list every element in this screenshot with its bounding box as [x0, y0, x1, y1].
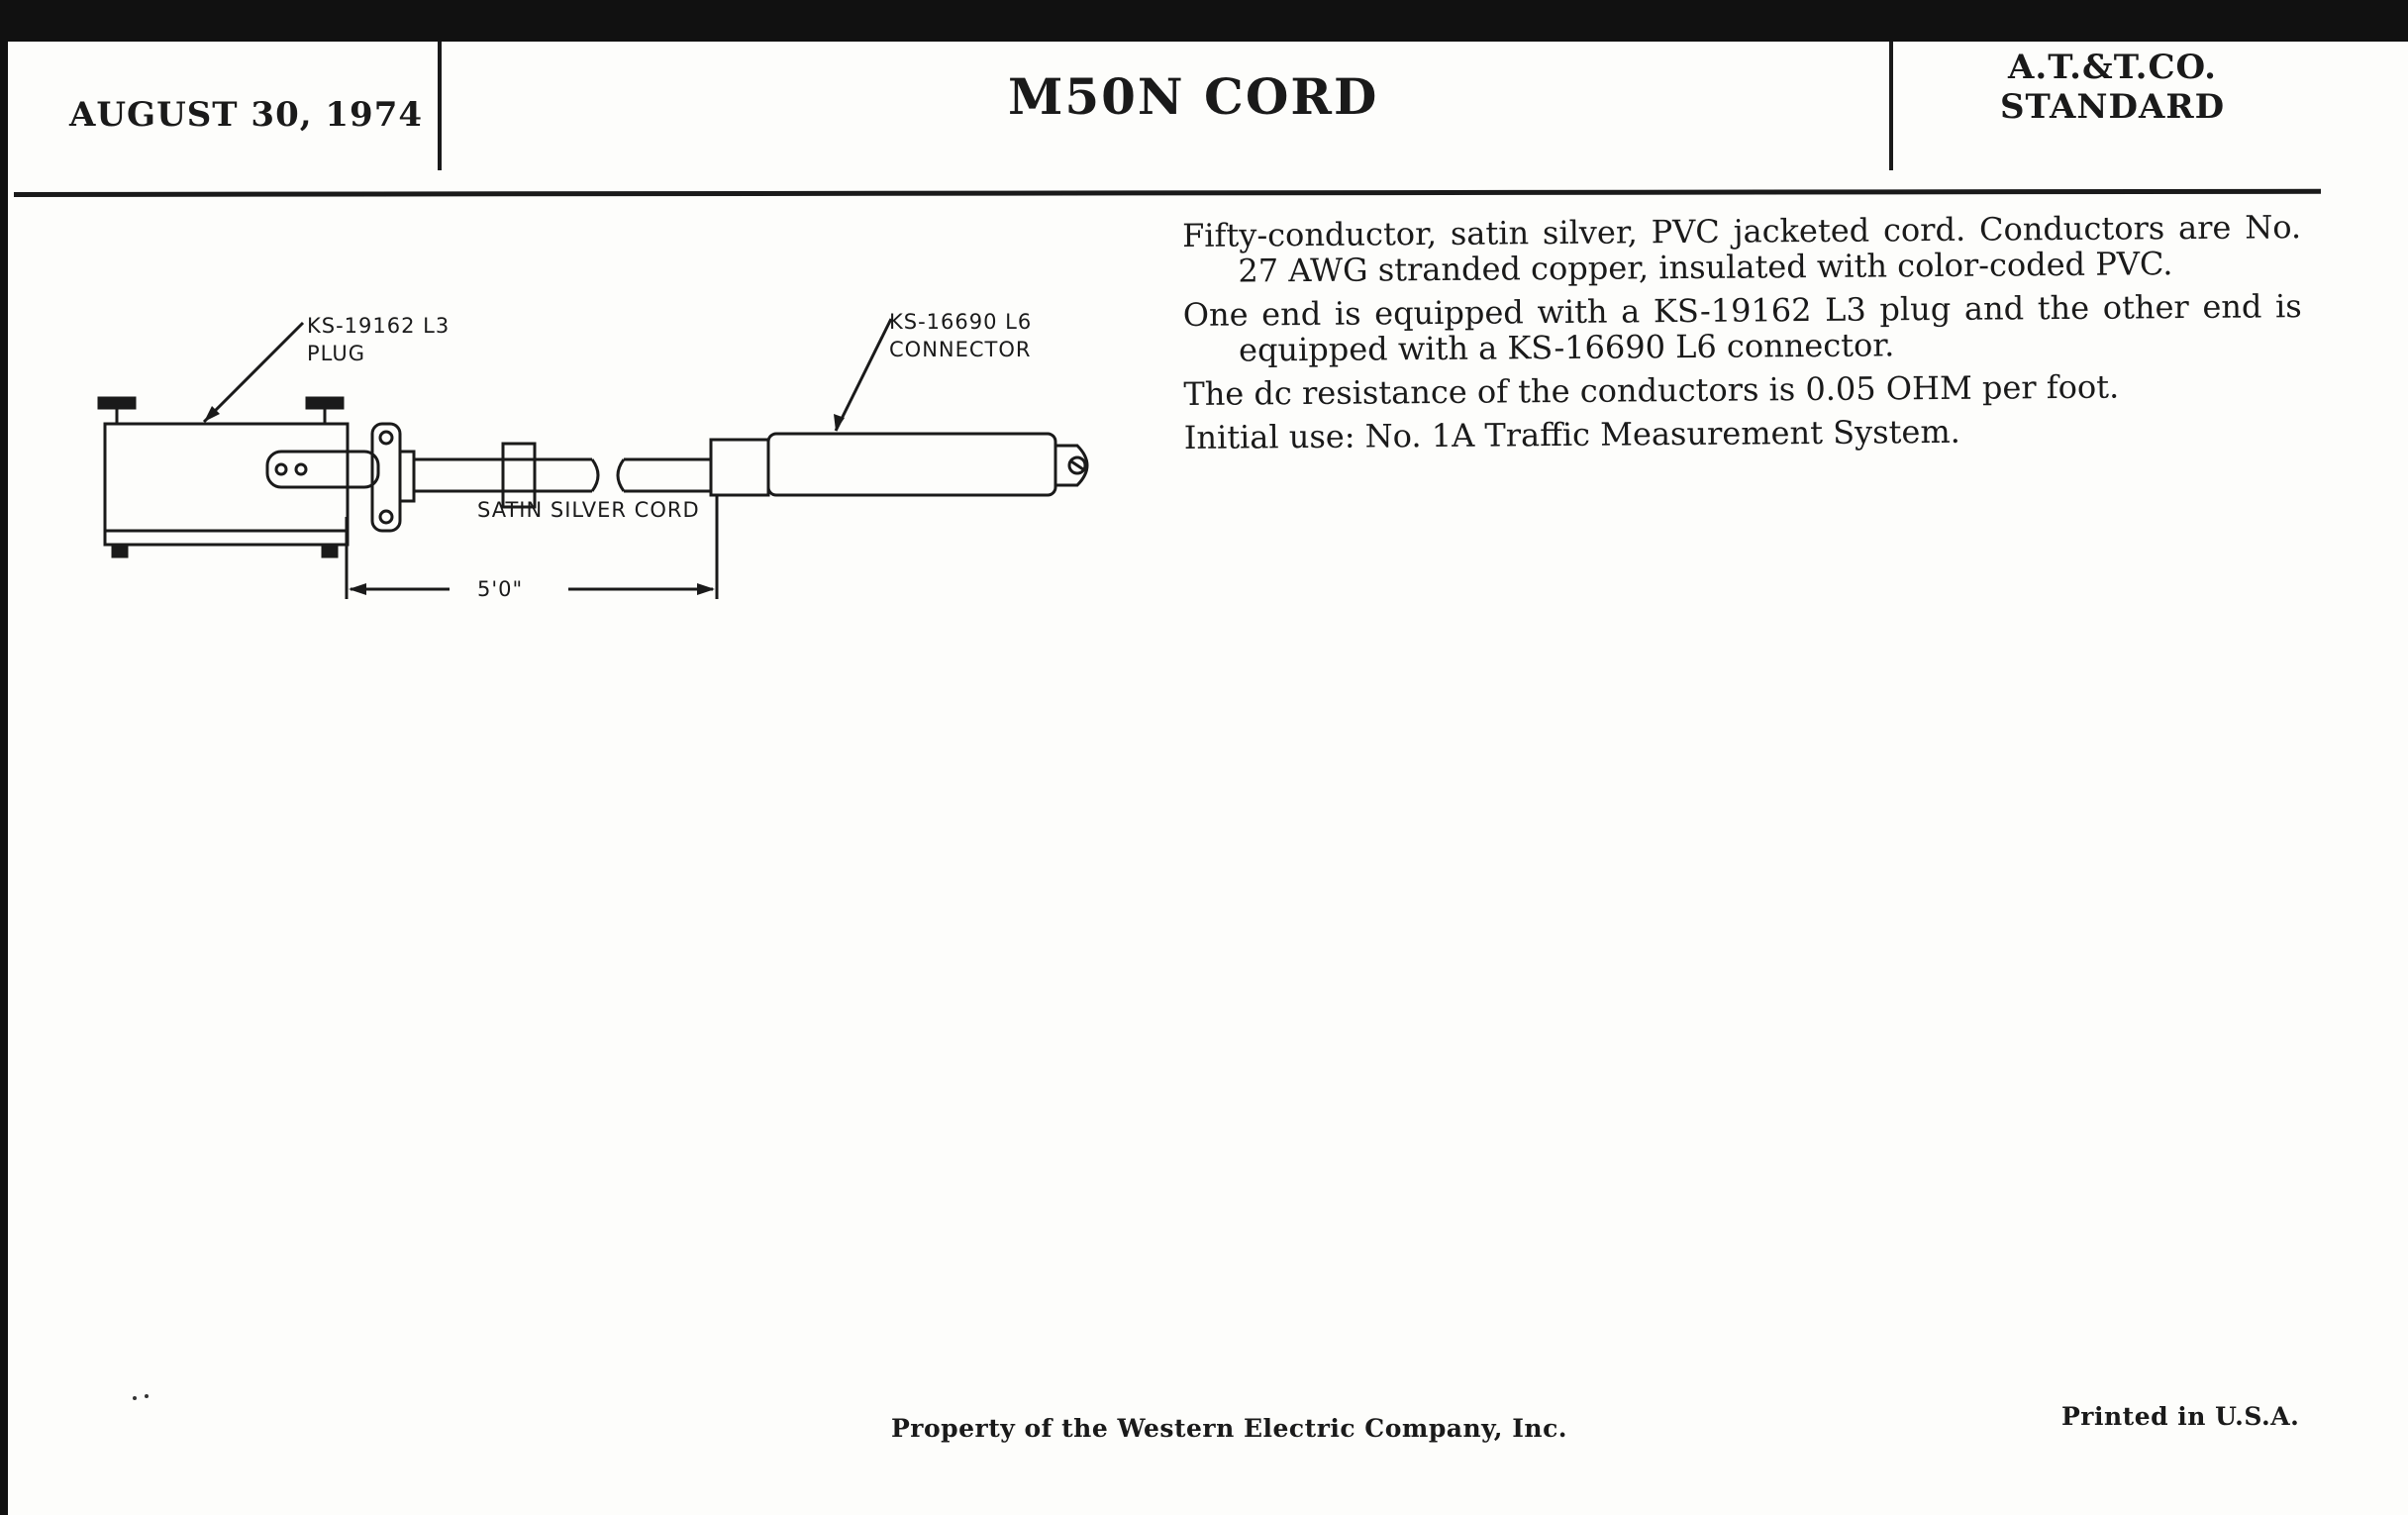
plug-leader-line — [204, 323, 303, 422]
cord-break-right — [618, 459, 624, 491]
plug-body — [105, 424, 348, 531]
standard-mark-line1: A.T.&T.CO. — [2008, 48, 2217, 87]
description-block — [1182, 209, 2303, 463]
standard-card — [8, 42, 2408, 1515]
plug-tab-hole-2 — [296, 464, 306, 474]
cord-diagram — [77, 257, 1127, 634]
property-notice: Property of the Western Electric Company, Inc. — [891, 1414, 1568, 1443]
connector-label-line2: CONNECTOR — [889, 338, 1032, 361]
plug-tab-hole-1 — [276, 464, 286, 474]
clamp-hole-top — [380, 432, 392, 444]
description-paragraph: Initial use: No. 1A Traffic Measurement System. — [1183, 412, 1961, 456]
connector-ferrule — [711, 440, 768, 495]
plug-base — [105, 531, 348, 545]
length-label: 5'0" — [477, 577, 524, 601]
description-paragraph: One end is equipped with a KS-19162 L3 plug and the other end is equipped with a KS-16690 L6 connector. — [1182, 287, 2302, 369]
clamp-collar — [400, 452, 414, 501]
dimension-arrow-left — [349, 583, 366, 595]
connector-screw-slot — [1071, 461, 1083, 469]
issue-date: AUGUST 30, 1974 — [69, 95, 424, 135]
plug-foot-right — [323, 545, 337, 556]
header-rule — [14, 189, 2321, 197]
connector-leader-line — [836, 319, 891, 431]
standard-mark — [2000, 48, 2225, 127]
printed-notice: Printed in U.S.A. — [2061, 1402, 2300, 1431]
document-title: M50N CORD — [1008, 67, 1379, 126]
plug-tab — [267, 452, 378, 487]
connector-tip — [1055, 446, 1087, 485]
connector-body — [768, 434, 1055, 495]
dimension-arrow-right — [697, 583, 715, 595]
plug-screw-right-icon — [307, 398, 343, 408]
cord-label: SATIN SILVER CORD — [477, 498, 700, 522]
standard-mark-line2: STANDARD — [2000, 87, 2226, 127]
header-divider-left — [438, 42, 442, 170]
description-paragraph: The dc resistance of the conductors is 0.05 OHM per foot. — [1183, 367, 2120, 413]
plug-foot-left — [113, 545, 127, 556]
plug-screw-left-icon — [99, 398, 135, 408]
cord-break-left — [592, 459, 598, 491]
scan-speck — [145, 1394, 149, 1398]
description-paragraph: Fifty-conductor, satin silver, PVC jacketed cord. Conductors are No. 27 AWG stranded copper, insulated with color-coded PVC. — [1181, 208, 2302, 290]
header-divider-right — [1889, 42, 1893, 170]
connector-label-line1: KS-16690 L6 — [889, 310, 1033, 334]
clamp-hole-bottom — [380, 511, 392, 523]
plug-label-line2: PLUG — [307, 342, 365, 365]
plug-label-line1: KS-19162 L3 — [307, 314, 451, 338]
scan-speck — [133, 1396, 137, 1400]
